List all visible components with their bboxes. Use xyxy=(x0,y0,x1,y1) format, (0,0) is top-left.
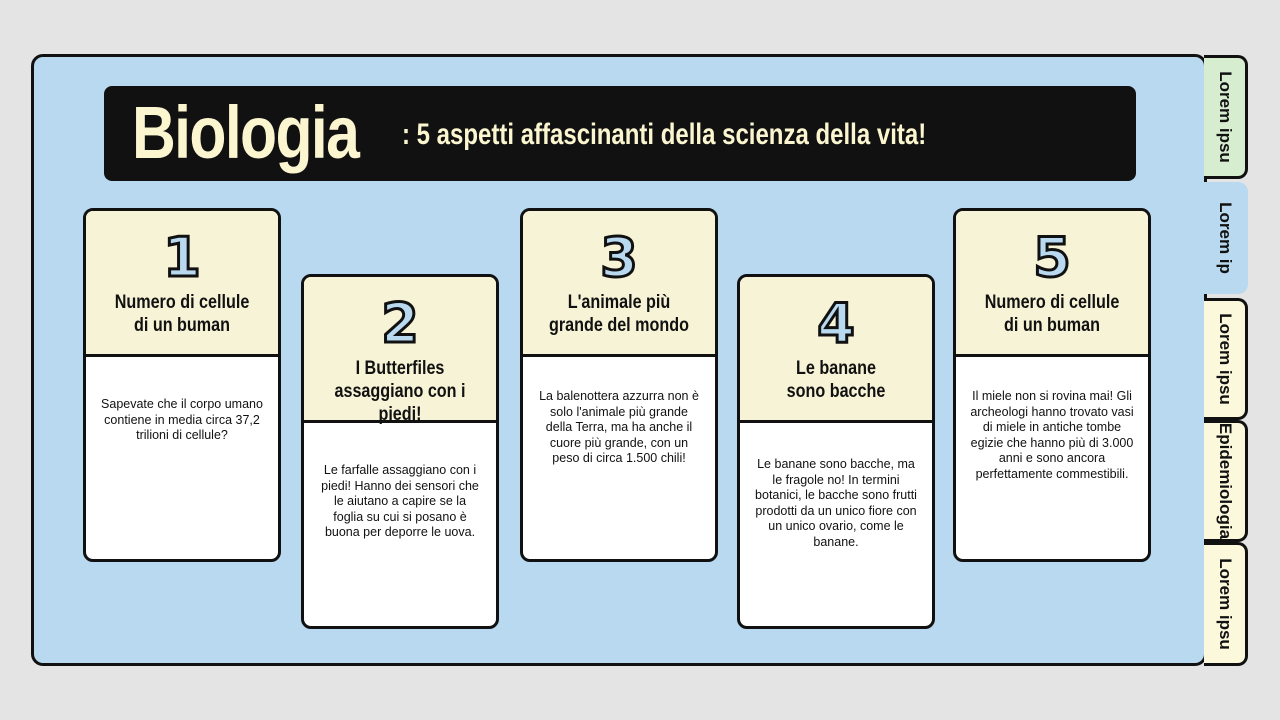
page-title: Biologia xyxy=(132,91,359,174)
card-body: Il miele non si rovina mai! Gli archeologi hanno trovato vasi di miele in antiche tombe egizie che hanno più di 3.000 anni e sono ancora perfettamente commestibili. xyxy=(970,389,1134,481)
card-number: 4 xyxy=(817,292,855,355)
tab-label: Lorem ipsu xyxy=(1215,558,1235,650)
tab-lorem-ipsu-2[interactable] xyxy=(1204,298,1248,420)
card-heading: Le banane sono bacche xyxy=(786,358,886,402)
card-header xyxy=(304,277,496,423)
page-subtitle: : 5 aspetti affascinanti della scienza della vita! xyxy=(402,118,927,151)
tab-label: Lorem ip xyxy=(1215,202,1235,274)
card-heading: Numero di cellule di un buman xyxy=(114,292,250,336)
card-body: Sapevate che il corpo umano contiene in media circa 37,2 trilioni di cellule? xyxy=(101,397,263,442)
card-header xyxy=(740,277,932,423)
card-header xyxy=(956,211,1148,357)
fact-card-4 xyxy=(737,274,935,629)
card-number: 5 xyxy=(1033,226,1071,289)
fact-card-1 xyxy=(83,208,281,562)
card-heading: L'animale più grande del mondo xyxy=(549,292,689,336)
tab-lorem-ipsu-3[interactable] xyxy=(1204,542,1248,666)
card-number: 2 xyxy=(381,292,419,355)
tab-lorem-ip[interactable] xyxy=(1204,182,1248,294)
card-number: 3 xyxy=(600,226,638,289)
tab-label: Lorem ipsu xyxy=(1215,71,1235,163)
tab-label: Lorem ipsu xyxy=(1215,313,1235,405)
card-header xyxy=(523,211,715,357)
tab-lorem-ipsu-1[interactable] xyxy=(1204,55,1248,179)
tab-label: Epidemiologia xyxy=(1215,422,1235,540)
card-body: La balenottera azzurra non è solo l'animale più grande della Terra, ma ha anche il cuore più grande, con un peso di circa 1.500 chili! xyxy=(539,389,699,465)
fact-card-5 xyxy=(953,208,1151,562)
card-body: Le banane sono bacche, ma le fragole no! In termini botanici, le bacche sono frutti prodotti da un unico fiore con un unico ovario, come le banane. xyxy=(755,457,917,549)
card-header xyxy=(86,211,278,357)
tab-epidemiologia[interactable] xyxy=(1204,420,1248,542)
fact-card-2 xyxy=(301,274,499,629)
fact-card-3 xyxy=(520,208,718,562)
card-heading: I Butterfiles assaggiano con i piedi! xyxy=(334,358,466,425)
card-body: Le farfalle assaggiano con i piedi! Hanno dei sensori che le aiutano a capire se la foglia su cui si posano è buona per deporre le uova. xyxy=(321,463,479,539)
card-number: 1 xyxy=(163,226,201,289)
card-heading: Numero di cellule di un buman xyxy=(984,292,1120,336)
